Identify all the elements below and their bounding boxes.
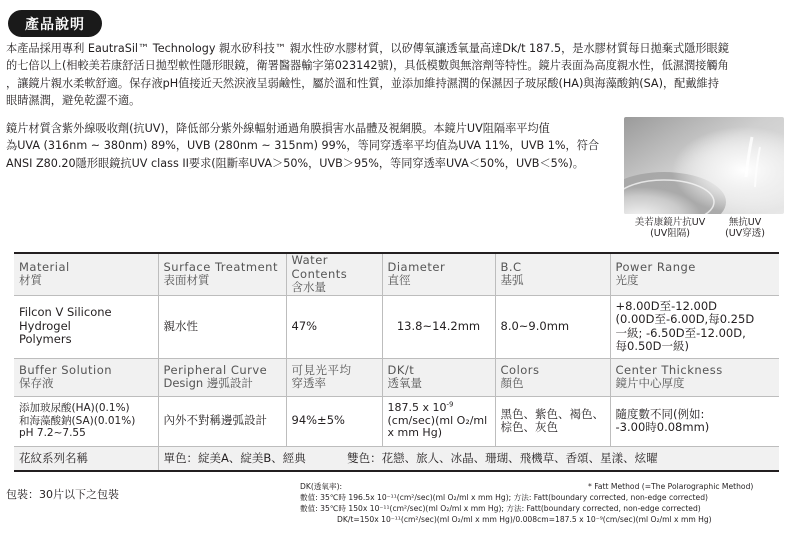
- value-colors: 黑色、紫色、褐色、 棕色、灰色: [495, 396, 610, 446]
- caption-line: 無抗UV: [728, 217, 762, 228]
- pattern-label: 花紋系列名稱: [14, 446, 158, 471]
- pattern-row: [14, 446, 779, 471]
- value-water: 47%: [286, 295, 382, 358]
- footnote-method: * Fatt Method (=The Polarographic Method): [588, 482, 754, 491]
- value-diameter: 13.8~14.2mm: [382, 295, 495, 358]
- section-title: 產品說明: [8, 10, 102, 37]
- value-visible-transmittance: 94%±5%: [286, 396, 382, 446]
- table-row: [14, 295, 779, 358]
- table-header-row: [14, 358, 779, 396]
- pattern-single: 單色：綻美A、綻美B、經典: [163, 450, 306, 465]
- header-power: Power Range 光度: [610, 253, 779, 295]
- uv-comparison-photo: [624, 117, 784, 214]
- uv-line: ANSI Z80.20隱形眼鏡抗UV class II要求(阻斷率UVA＞50%，UVB＞95%，等同穿透率UVA＜50%，UVB＜5%)。: [6, 156, 584, 170]
- intro-paragraph: [6, 40, 729, 110]
- value-dkt: 187.5 x $10^{-9}$ (cm/sec)(ml O₂/ml x mm Hg): [382, 396, 495, 446]
- value-thickness: 隨度數不同(例如: -3.00時0.08mm): [610, 396, 779, 446]
- footnote-line: 數值: 35℃時 196.5x 10⁻¹¹(cm²/sec)(ml O₂/ml x mm Hg); 方法: Fatt(boundary corrected, non-edge corrected): [300, 493, 708, 502]
- header-surface: Surface Treatment 表面材質: [158, 253, 286, 295]
- intro-line: 眼睛濕潤，避免乾澀不適。: [6, 94, 141, 108]
- intro-line: 本產品採用專利 EautraSil™ Technology 親水矽科技™ 親水性矽水膠材質，以矽傳氧讓透氧量高達Dk/t 187.5，是水膠材質每日拋棄式隱形眼鏡: [6, 42, 729, 55]
- pattern-double: 雙色：花戀、旅人、冰晶、珊瑚、飛機草、香頌、星漾、炫曜: [347, 450, 658, 465]
- value-bc: 8.0~9.0mm: [495, 295, 610, 358]
- footnote-line: DK/t=150x 10⁻¹¹(cm²/sec)(ml O₂/ml x mm Hg)/0.008cm=187.5 x 10⁻⁹(cm/sec)(ml O₂/ml x mm Hg): [337, 515, 712, 524]
- header-thickness: Center Thickness 鏡片中心厚度: [610, 358, 779, 396]
- value-peripheral: 內外不對稱邊弧設計: [158, 396, 286, 446]
- caption-line: 美若康鏡片抗UV: [634, 217, 706, 228]
- photo-caption-uv-block: [620, 217, 720, 239]
- intro-line: 的七倍以上(相較美若康舒活日拋型軟性隱形眼鏡，衛署醫器輸字第023142號)，具低模數與無溶劑等特性。鏡片表面為高度親水性，低濕潤接觸角: [6, 59, 729, 73]
- table-header-row: [14, 253, 779, 295]
- header-peripheral: Peripheral Curve Design 邊弧設計: [158, 358, 286, 396]
- header-diameter: Diameter 直徑: [382, 253, 495, 295]
- caption-line: (UV阻隔): [650, 228, 690, 239]
- header-water: Water Contents 含水量: [286, 253, 382, 295]
- package-note: 包裝：30片以下之包裝: [6, 488, 119, 501]
- caption-line: (UV穿透): [725, 228, 765, 239]
- lens-uv-image: [624, 117, 784, 214]
- value-buffer: 添加玻尿酸(HA)(0.1%) 和海藻酸鈉(SA)(0.01%) pH 7.2~7.55: [14, 396, 158, 446]
- value-material: Filcon V Silicone Hydrogel Polymers: [14, 295, 158, 358]
- header-buffer: Buffer Solution 保存液: [14, 358, 158, 396]
- spec-table: [14, 252, 779, 472]
- header-bc: B.C 基弧: [495, 253, 610, 295]
- footnote-title: DK(透氧率):: [300, 482, 343, 491]
- value-power: +8.00D至-12.00D (0.00D至-6.00D,每0.25D 一級; -6.50D至-12.00D, 每0.50D一級): [610, 295, 779, 358]
- uv-paragraph: [6, 120, 599, 172]
- header-visible-transmittance: 可見光平均 穿透率: [286, 358, 382, 396]
- header-dkt: DK/t 透氧量: [382, 358, 495, 396]
- footnote-line: 數值: 35℃時 150x 10⁻¹¹(cm²/sec)(ml O₂/ml x mm Hg); 方法: Fatt(boundary corrected, non-edge corrected): [300, 504, 701, 513]
- header-colors: Colors 顏色: [495, 358, 610, 396]
- photo-caption-no-uv: [712, 217, 778, 239]
- intro-line: ，讓鏡片親水柔軟舒適。保存液pH值接近天然淚液呈弱鹼性，屬於溫和性質，並添加維持濕潤的保濕因子玻尿酸(HA)與海藻酸鈉(SA)，配戴維持: [6, 76, 719, 90]
- uv-line: 鏡片材質含紫外線吸收劑(抗UV)，降低部分紫外線輻射通過角膜損害水晶體及視網膜。本鏡片UV阻隔率平均值: [6, 122, 550, 135]
- table-row: [14, 396, 779, 446]
- pattern-items: [158, 446, 779, 471]
- header-material: Material 材質: [14, 253, 158, 295]
- value-surface: 親水性: [158, 295, 286, 358]
- uv-line: 為UVA (316nm ~ 380nm) 89%，UVB (280nm ~ 315nm) 99%，等同穿透率平均值為UVA 11%，UVB 1%，符合: [6, 139, 600, 153]
